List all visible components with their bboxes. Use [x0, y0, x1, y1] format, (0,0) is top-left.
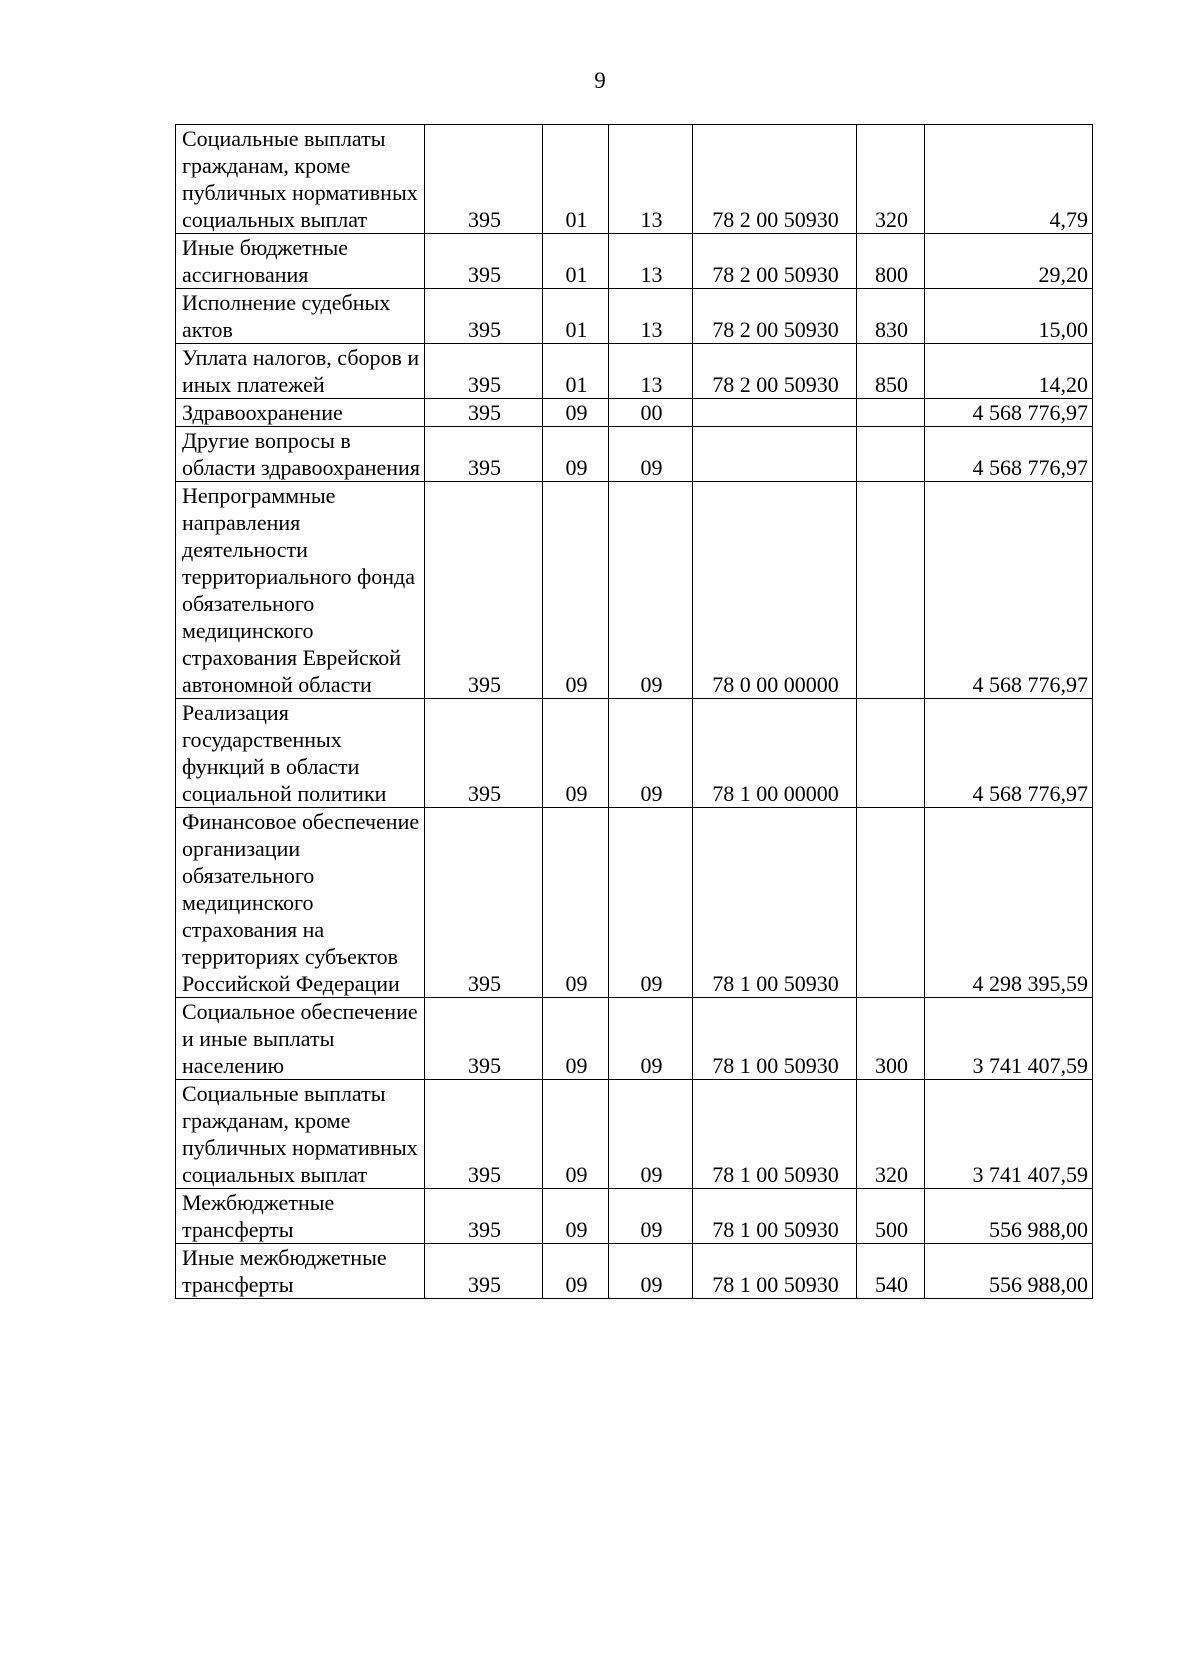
row-csr-cell: 78 1 00 50930 — [693, 1080, 857, 1189]
row-sum-cell: 14,20 — [925, 344, 1093, 399]
row-pr-cell: 09 — [609, 427, 693, 482]
row-sum-cell: 4 568 776,97 — [925, 427, 1093, 482]
row-ved-cell: 395 — [425, 482, 543, 699]
table-row — [176, 125, 1093, 234]
row-rz-cell: 01 — [543, 289, 609, 344]
table-row — [176, 234, 1093, 289]
row-name-cell: Межбюджетные трансферты — [176, 1189, 425, 1244]
row-rz-cell: 01 — [543, 234, 609, 289]
row-ved-cell: 395 — [425, 125, 543, 234]
row-rz-cell: 09 — [543, 1080, 609, 1189]
row-vr-cell: 300 — [857, 998, 925, 1080]
table-row — [176, 808, 1093, 998]
row-sum-cell: 15,00 — [925, 289, 1093, 344]
row-csr-cell: 78 2 00 50930 — [693, 125, 857, 234]
row-rz-cell: 09 — [543, 1244, 609, 1299]
row-vr-cell — [857, 427, 925, 482]
row-name-cell: Непрограммные направления деятельности территориального фонда обязательного медицинского страхования Еврейской автономной области — [176, 482, 425, 699]
page-number: 9 — [594, 68, 606, 93]
row-csr-cell: 78 0 00 00000 — [693, 482, 857, 699]
row-rz-cell: 09 — [543, 399, 609, 427]
row-sum-cell: 556 988,00 — [925, 1189, 1093, 1244]
row-vr-cell: 540 — [857, 1244, 925, 1299]
row-rz-cell: 09 — [543, 1189, 609, 1244]
row-vr-cell — [857, 482, 925, 699]
row-rz-cell: 09 — [543, 699, 609, 808]
row-vr-cell: 320 — [857, 125, 925, 234]
row-vr-cell: 320 — [857, 1080, 925, 1189]
row-pr-cell: 09 — [609, 1189, 693, 1244]
table-row — [176, 399, 1093, 427]
row-ved-cell: 395 — [425, 1080, 543, 1189]
row-csr-cell: 78 2 00 50930 — [693, 344, 857, 399]
row-ved-cell: 395 — [425, 699, 543, 808]
row-sum-cell: 3 741 407,59 — [925, 1080, 1093, 1189]
row-vr-cell — [857, 808, 925, 998]
table-body — [176, 125, 1093, 1299]
table-row — [176, 1244, 1093, 1299]
row-pr-cell: 09 — [609, 808, 693, 998]
row-ved-cell: 395 — [425, 1244, 543, 1299]
row-name-cell: Другие вопросы в области здравоохранения — [176, 427, 425, 482]
row-vr-cell: 800 — [857, 234, 925, 289]
row-rz-cell: 09 — [543, 427, 609, 482]
row-sum-cell: 4,79 — [925, 125, 1093, 234]
table-row — [176, 699, 1093, 808]
row-name-cell: Здравоохранение — [176, 399, 425, 427]
row-pr-cell: 00 — [609, 399, 693, 427]
row-csr-cell: 78 1 00 50930 — [693, 998, 857, 1080]
table-row — [176, 289, 1093, 344]
row-pr-cell: 13 — [609, 125, 693, 234]
row-sum-cell: 4 568 776,97 — [925, 399, 1093, 427]
row-name-cell: Реализация государственных функций в области социальной политики — [176, 699, 425, 808]
row-vr-cell: 830 — [857, 289, 925, 344]
table-row — [176, 998, 1093, 1080]
row-name-cell: Иные бюджетные ассигнования — [176, 234, 425, 289]
row-vr-cell — [857, 399, 925, 427]
table-row — [176, 1080, 1093, 1189]
row-rz-cell: 09 — [543, 482, 609, 699]
row-csr-cell — [693, 427, 857, 482]
row-pr-cell: 13 — [609, 344, 693, 399]
row-name-cell: Финансовое обеспечение организации обязательного медицинского страхования на территориях субъектов Российской Федерации — [176, 808, 425, 998]
row-csr-cell: 78 2 00 50930 — [693, 289, 857, 344]
table-row — [176, 344, 1093, 399]
row-vr-cell — [857, 699, 925, 808]
row-rz-cell: 09 — [543, 808, 609, 998]
row-csr-cell — [693, 399, 857, 427]
row-ved-cell: 395 — [425, 344, 543, 399]
table-row — [176, 1189, 1093, 1244]
row-pr-cell: 13 — [609, 289, 693, 344]
row-ved-cell: 395 — [425, 289, 543, 344]
row-ved-cell: 395 — [425, 427, 543, 482]
row-ved-cell: 395 — [425, 399, 543, 427]
budget-table — [175, 124, 1093, 1299]
row-csr-cell: 78 1 00 50930 — [693, 1189, 857, 1244]
row-pr-cell: 09 — [609, 699, 693, 808]
row-ved-cell: 395 — [425, 808, 543, 998]
row-ved-cell: 395 — [425, 1189, 543, 1244]
row-rz-cell: 01 — [543, 125, 609, 234]
row-rz-cell: 01 — [543, 344, 609, 399]
row-sum-cell: 556 988,00 — [925, 1244, 1093, 1299]
table-row — [176, 482, 1093, 699]
row-pr-cell: 09 — [609, 1244, 693, 1299]
row-sum-cell: 4 568 776,97 — [925, 699, 1093, 808]
row-pr-cell: 13 — [609, 234, 693, 289]
row-csr-cell: 78 2 00 50930 — [693, 234, 857, 289]
row-sum-cell: 4 568 776,97 — [925, 482, 1093, 699]
row-name-cell: Социальное обеспечение и иные выплаты населению — [176, 998, 425, 1080]
row-name-cell: Иные межбюджетные трансферты — [176, 1244, 425, 1299]
row-name-cell: Уплата налогов, сборов и иных платежей — [176, 344, 425, 399]
row-csr-cell: 78 1 00 50930 — [693, 1244, 857, 1299]
row-sum-cell: 29,20 — [925, 234, 1093, 289]
row-name-cell: Социальные выплаты гражданам, кроме публичных нормативных социальных выплат — [176, 125, 425, 234]
row-vr-cell: 850 — [857, 344, 925, 399]
row-csr-cell: 78 1 00 00000 — [693, 699, 857, 808]
row-sum-cell: 3 741 407,59 — [925, 998, 1093, 1080]
row-pr-cell: 09 — [609, 1080, 693, 1189]
row-name-cell: Исполнение судебных актов — [176, 289, 425, 344]
row-csr-cell: 78 1 00 50930 — [693, 808, 857, 998]
row-vr-cell: 500 — [857, 1189, 925, 1244]
row-ved-cell: 395 — [425, 234, 543, 289]
row-rz-cell: 09 — [543, 998, 609, 1080]
row-pr-cell: 09 — [609, 998, 693, 1080]
row-name-cell: Социальные выплаты гражданам, кроме публичных нормативных социальных выплат — [176, 1080, 425, 1189]
row-ved-cell: 395 — [425, 998, 543, 1080]
row-sum-cell: 4 298 395,59 — [925, 808, 1093, 998]
row-pr-cell: 09 — [609, 482, 693, 699]
table-row — [176, 427, 1093, 482]
